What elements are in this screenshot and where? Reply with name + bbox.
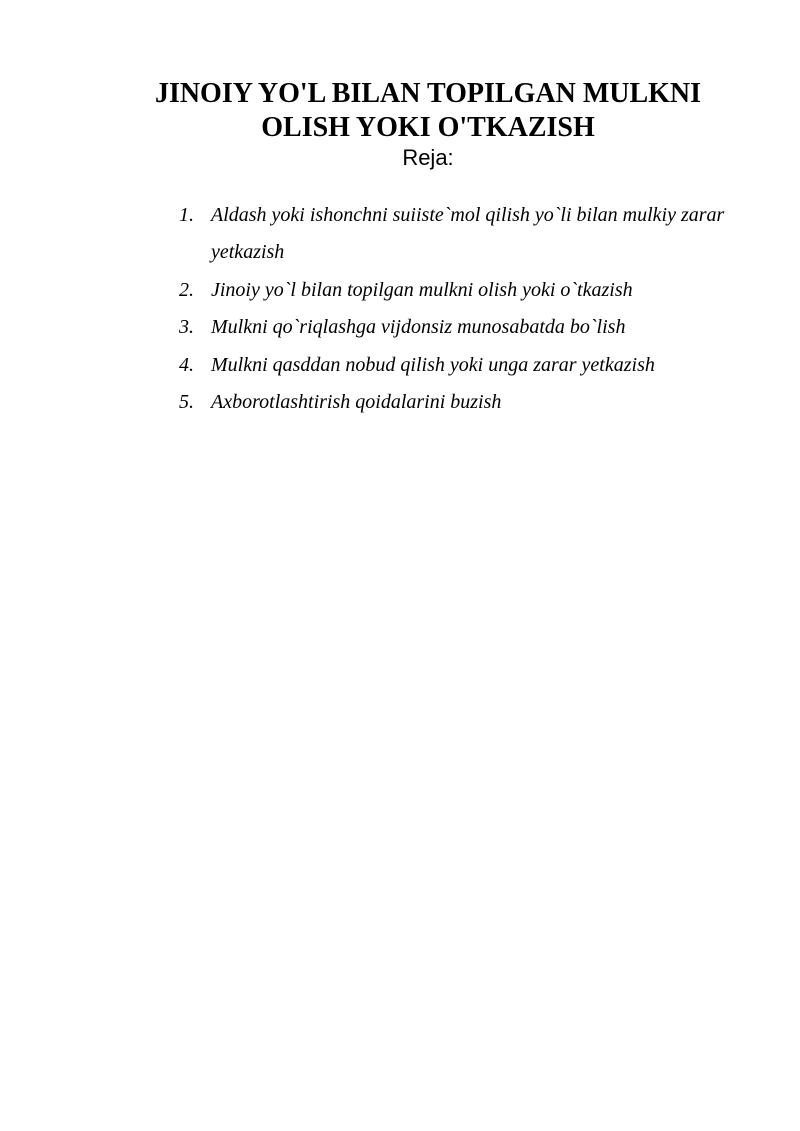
plan-item bbox=[179, 272, 739, 309]
plan-list bbox=[179, 197, 739, 421]
plan-heading: Reja: bbox=[402, 145, 454, 170]
plan-item-number: 5. bbox=[179, 391, 194, 414]
plan-item bbox=[179, 309, 739, 346]
plan-item-text: Mulkni qasddan nobud qilish yoki unga zarar yetkazish bbox=[211, 353, 655, 376]
plan-item-number: 3. bbox=[179, 316, 194, 339]
plan-item bbox=[179, 197, 739, 272]
plan-item bbox=[179, 347, 739, 384]
plan-item-text: Aldash yoki ishonchni suiiste`mol qilish yo`li bilan mulkiy zarar yetkazish bbox=[211, 204, 725, 264]
plan-item-number: 2. bbox=[179, 278, 194, 301]
plan-item-text: Mulkni qo`riqlashga vijdonsiz munosabatda bo`lish bbox=[211, 316, 626, 339]
plan-item-text: Jinoiy yo`l bilan topilgan mulkni olish yoki o`tkazish bbox=[211, 278, 633, 301]
plan-item-number: 4. bbox=[179, 353, 194, 376]
title-line-2: OLISH YOKI O'TKAZISH bbox=[261, 112, 595, 143]
plan-item bbox=[179, 384, 739, 421]
plan-item-text: Axborotlashtirish qoidalarini buzish bbox=[211, 391, 502, 414]
document-title bbox=[100, 77, 756, 145]
plan-item-number: 1. bbox=[179, 204, 194, 226]
title-line-1: JINOIY YO'L BILAN TOPILGAN MULKNI bbox=[154, 78, 702, 109]
